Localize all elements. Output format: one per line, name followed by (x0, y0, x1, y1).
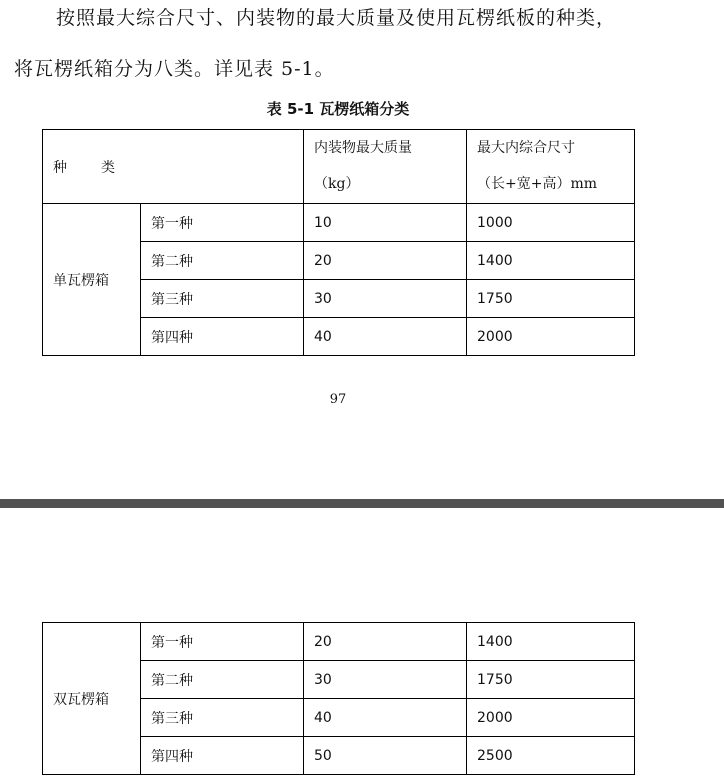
row-size: 1750 (467, 280, 635, 318)
row-mass: 40 (304, 699, 467, 737)
group-name: 单瓦楞箱 (43, 204, 141, 356)
row-size: 1400 (467, 623, 635, 661)
paragraph-line-2: 将瓦楞纸箱分为八类。详见表 5-1。 (14, 58, 335, 80)
header-kind-b: 类 (101, 159, 115, 176)
header-mass (304, 130, 467, 204)
row-type: 第一种 (141, 204, 304, 242)
row-type: 第三种 (141, 280, 304, 318)
header-size-line2: （长+宽+高）mm (477, 176, 598, 192)
header-kind (43, 130, 304, 204)
table-caption: 表 5-1 瓦楞纸箱分类 (266, 100, 410, 118)
row-size: 1000 (467, 204, 635, 242)
row-type: 第一种 (141, 623, 304, 661)
row-size: 1400 (467, 242, 635, 280)
row-size: 2000 (467, 699, 635, 737)
row-size: 2000 (467, 318, 635, 356)
row-size: 2500 (467, 737, 635, 775)
row-size: 1750 (467, 661, 635, 699)
classification-table-part-1 (42, 129, 635, 356)
header-kind-a: 种 (53, 159, 67, 176)
header-mass-line1: 内装物最大质量 (314, 140, 412, 156)
row-mass: 40 (304, 318, 467, 356)
group-name: 双瓦楞箱 (43, 623, 141, 775)
row-mass: 20 (304, 623, 467, 661)
row-type: 第四种 (141, 318, 304, 356)
row-mass: 10 (304, 204, 467, 242)
row-mass: 30 (304, 661, 467, 699)
page-number: 97 (329, 392, 347, 407)
header-mass-line2: （kg） (314, 176, 360, 192)
header-size-line1: 最大内综合尺寸 (477, 140, 575, 156)
row-mass: 30 (304, 280, 467, 318)
row-type: 第二种 (141, 661, 304, 699)
table-row (43, 204, 635, 242)
page-divider (0, 499, 724, 508)
row-type: 第四种 (141, 737, 304, 775)
row-mass: 50 (304, 737, 467, 775)
header-size (467, 130, 635, 204)
table-row (43, 623, 635, 661)
paragraph-line-1: 按照最大综合尺寸、内装物的最大质量及使用瓦楞纸板的种类， (56, 7, 617, 29)
row-mass: 20 (304, 242, 467, 280)
row-type: 第二种 (141, 242, 304, 280)
classification-table-part-2 (42, 622, 635, 775)
row-type: 第三种 (141, 699, 304, 737)
table-header-row (43, 130, 635, 204)
